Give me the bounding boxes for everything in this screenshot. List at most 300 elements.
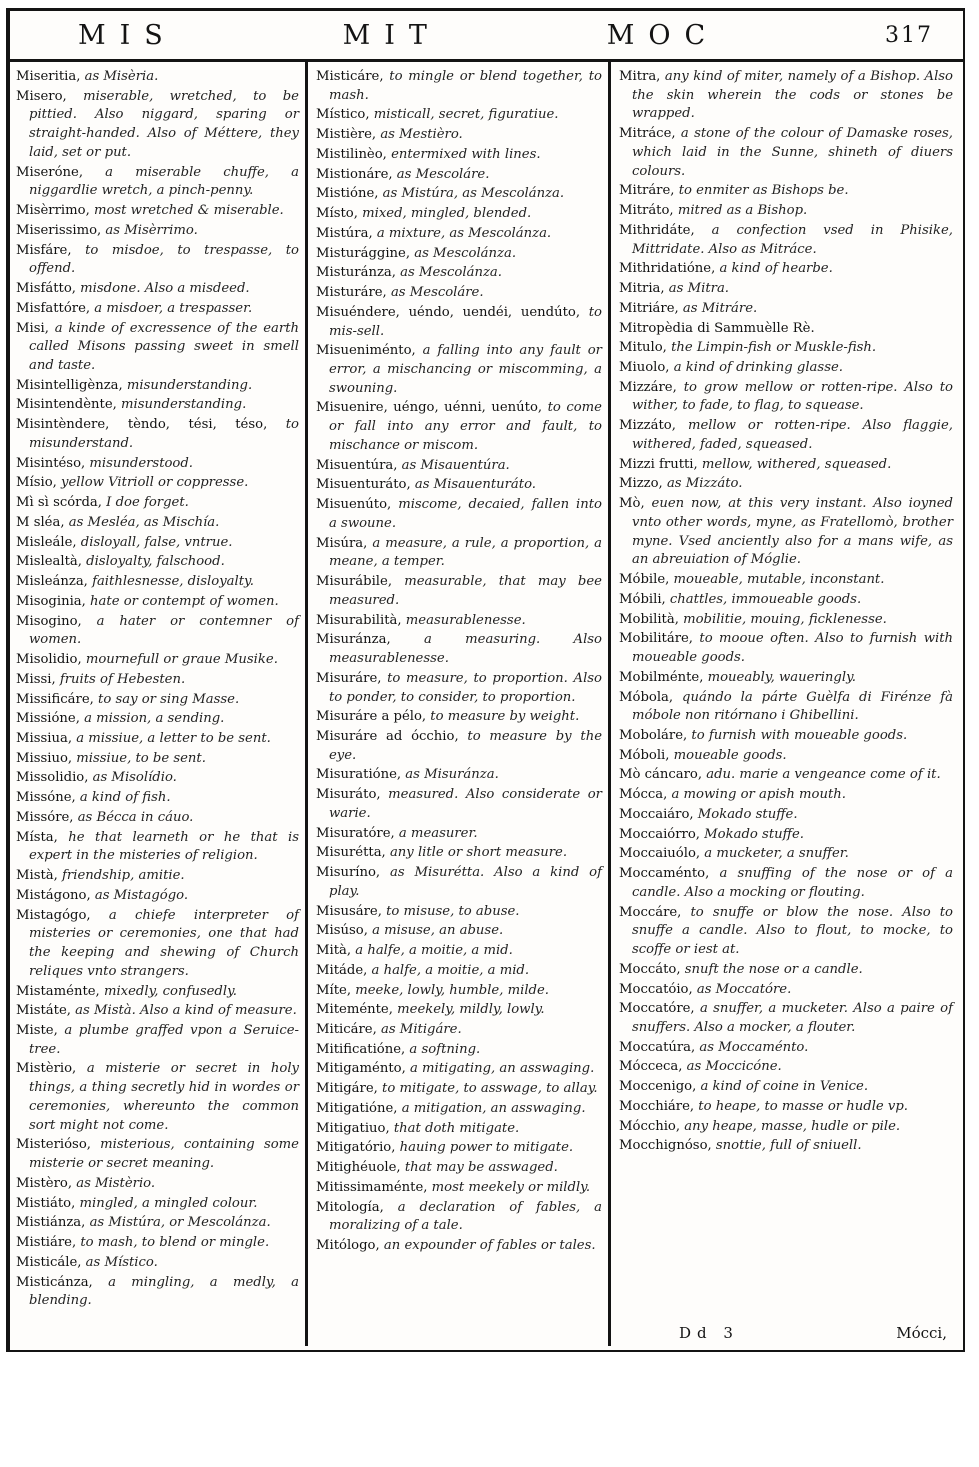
entry-headword: Mithridáte, xyxy=(619,222,695,238)
entry-headword: Misuratóre, xyxy=(316,825,395,841)
entry-headword: Misurábile, xyxy=(316,574,393,590)
dictionary-entry xyxy=(316,264,602,283)
entry-headword: Misintendènte, xyxy=(16,397,117,413)
entry-definition: faithlesnesse, disloyalty. xyxy=(87,574,254,590)
entry-headword: Moccatóre, xyxy=(619,1001,695,1017)
dictionary-entry xyxy=(316,670,602,707)
dictionary-entry xyxy=(316,922,602,941)
entry-definition: Mokado stuffe. xyxy=(699,826,804,842)
dictionary-entry xyxy=(619,826,953,845)
entry-definition: a kind of drinking glasse. xyxy=(669,360,843,376)
dictionary-entry xyxy=(16,671,299,690)
dictionary-entry xyxy=(316,1100,602,1119)
dictionary-entry xyxy=(16,455,299,474)
entry-headword: Mitráre, xyxy=(619,183,675,199)
entry-headword: Miserissimo, xyxy=(16,222,102,238)
entry-definition: misdone. Also a misdeed. xyxy=(75,281,250,297)
entry-definition: miserable, wretched, to be pittied. Also niggard, sparing or straight-handed. Also of Méttere, they laid, set or put. xyxy=(29,88,299,160)
entry-definition: moueably, waueringly. xyxy=(703,669,856,685)
entry-headword: Mistà, xyxy=(16,868,58,884)
entry-definition: to heape, to masse or hudle vp. xyxy=(694,1098,908,1114)
entry-definition: as Mestièro. xyxy=(376,127,463,143)
dictionary-entry xyxy=(619,202,953,221)
entry-headword: Misuráre, xyxy=(316,670,382,686)
entry-definition: Mokado stuffe. xyxy=(693,806,798,822)
entry-definition: as Místico. xyxy=(81,1254,158,1270)
entry-headword: Mistagógo, xyxy=(16,907,91,923)
entry-definition: a softning. xyxy=(405,1041,481,1057)
dictionary-entry xyxy=(16,1234,299,1253)
dictionary-entry xyxy=(316,1199,602,1236)
entry-definition: missiue, to be sent. xyxy=(72,750,206,766)
dictionary-entry xyxy=(16,553,299,572)
entry-headword: Misero, xyxy=(16,88,67,104)
dictionary-entry xyxy=(619,689,953,726)
dictionary-entry xyxy=(16,242,299,279)
dictionary-entry xyxy=(316,728,602,765)
entry-definition: to enmiter as Bishops be. xyxy=(674,183,849,199)
dictionary-entry xyxy=(16,809,299,828)
dictionary-entry xyxy=(16,377,299,396)
entry-headword: Misturággine, xyxy=(316,245,411,261)
dictionary-entry xyxy=(619,981,953,1000)
dictionary-entry xyxy=(619,222,953,259)
entry-headword: Miteménte, xyxy=(316,1002,393,1018)
entry-headword: Mità, xyxy=(316,943,352,959)
entry-definition: a kinde of excressence of the earth called Misons passing sweet in smell and taste. xyxy=(29,320,299,374)
entry-definition: as Mitra. xyxy=(664,281,730,297)
entry-definition: as Mitigáre. xyxy=(376,1021,462,1037)
dictionary-entry xyxy=(316,185,602,204)
entry-definition: as Mescoláre. xyxy=(386,285,484,301)
entry-definition: chattles, immoueable goods. xyxy=(665,591,862,607)
dictionary-entry xyxy=(316,612,602,631)
entry-definition: a snuffing of the nose or of a candle. Also a mocking or flouting. xyxy=(632,866,953,900)
entry-headword: Miste, xyxy=(16,1022,58,1038)
dictionary-entry xyxy=(16,280,299,299)
entry-definition: a mission, a sending. xyxy=(79,711,225,727)
entry-headword: Mistionáre, xyxy=(316,166,393,182)
entry-headword: Misi, xyxy=(16,320,49,336)
entry-definition: to measure by weight. xyxy=(426,709,580,725)
dictionary-entry xyxy=(316,573,602,610)
dictionary-entry xyxy=(16,789,299,808)
entry-headword: Mistèrio, xyxy=(16,1061,77,1077)
entry-definition: a stone of the colour of Damaske roses, which laid in the Sunne, shineth of diuers colours. xyxy=(632,126,953,179)
entry-definition: as Mistagógo. xyxy=(90,887,189,903)
dictionary-entry xyxy=(316,1060,602,1079)
entry-headword: Misleánza, xyxy=(16,574,88,590)
entry-definition: a falling into any fault or error, a mischancing or miscomming, a swouning. xyxy=(329,343,602,396)
entry-definition: a kind of hearbe. xyxy=(715,261,833,277)
entry-headword: Misuráre ad ócchio, xyxy=(316,728,459,744)
dictionary-entry xyxy=(16,769,299,788)
entry-definition: a kind of coine in Venice. xyxy=(696,1079,869,1095)
dictionary-entry xyxy=(619,1039,953,1058)
entry-definition: mitred as a Bishop. xyxy=(673,203,808,219)
entry-headword: Mócceca, xyxy=(619,1059,683,1075)
entry-headword: Místico, xyxy=(316,107,370,123)
header-section-moc: MOC xyxy=(606,19,720,51)
entry-headword: Misintelligènza, xyxy=(16,377,123,393)
entry-definition: to measure, to proportion. Also to ponder, to consider, to proportion. xyxy=(329,670,602,705)
entry-definition: a misterie or secret in holy things, a thing secretly hid in wordes or ceremonies, whereunto the common sort might not come. xyxy=(29,1061,299,1133)
column-1-entries xyxy=(16,68,299,1311)
dictionary-entry xyxy=(316,903,602,922)
entry-definition: as Misauentúra. xyxy=(397,457,510,473)
dictionary-entry xyxy=(16,593,299,612)
entry-definition: mournefull or graue Musike. xyxy=(81,652,278,668)
entry-headword: Mistióne, xyxy=(316,186,379,202)
entry-definition: a mucketer, a snuffer. xyxy=(700,846,849,862)
entry-definition: to mooue often. Also to furnish with moueable goods. xyxy=(632,631,953,666)
entry-definition: an expounder of fables or tales. xyxy=(379,1238,596,1254)
entry-headword: Mitriáre, xyxy=(619,300,679,316)
entry-headword: Mócchio, xyxy=(619,1118,681,1134)
entry-definition: the Limpin-fish or Muskle-fish. xyxy=(666,340,877,356)
entry-headword: Mistágono, xyxy=(16,887,91,903)
dictionary-entry xyxy=(619,571,953,590)
dictionary-entry xyxy=(16,68,299,87)
entry-headword: Mizzáto, xyxy=(619,418,676,434)
entry-definition: mellow, withered, squeased. xyxy=(697,456,892,472)
dictionary-entry xyxy=(316,245,602,264)
entry-definition: to grow mellow or rotten-ripe. Also to wither, to fade, to flag, to squease. xyxy=(632,379,953,414)
dictionary-entry xyxy=(16,613,299,650)
entry-definition: a miserable chuffe, a niggardlie wretch, a pinch-penny. xyxy=(29,164,299,199)
entry-definition: a confection vsed in Phisike, Mittridate. Also as Mitráce. xyxy=(632,222,953,257)
entry-definition: a halfe, a moitie, a mid. xyxy=(351,943,513,959)
dictionary-entry xyxy=(316,942,602,961)
entry-definition: disloyall, false, vntrue. xyxy=(76,534,233,550)
dictionary-entry xyxy=(316,1021,602,1040)
entry-definition: fruits of Hebesten. xyxy=(55,671,186,687)
entry-definition: that doth mitigate. xyxy=(389,1120,520,1136)
dictionary-entry xyxy=(316,1179,602,1198)
dictionary-entry xyxy=(316,304,602,341)
entry-definition: a hater or contemner of women. xyxy=(29,613,299,648)
dictionary-entry xyxy=(16,867,299,886)
dictionary-entry xyxy=(316,1159,602,1178)
dictionary-entry xyxy=(16,1195,299,1214)
entry-headword: Mithridatióne, xyxy=(619,261,716,277)
entry-definition: a missiue, a letter to be sent. xyxy=(72,730,271,746)
entry-headword: Missificáre, xyxy=(16,691,94,707)
entry-headword: Misueniménto, xyxy=(316,343,416,359)
entry-headword: Misuenire, uéngo, uénni, uenúto, xyxy=(316,400,543,416)
dictionary-entry xyxy=(16,651,299,670)
entry-headword: Missiua, xyxy=(16,730,73,746)
entry-definition: as Mistà. Also a kind of measure. xyxy=(70,1003,297,1019)
entry-headword: Misterióso, xyxy=(16,1137,91,1153)
dictionary-entry xyxy=(16,1214,299,1233)
entry-headword: Misturánza, xyxy=(316,265,396,281)
dictionary-entry xyxy=(316,1120,602,1139)
entry-definition: to come or fall into any error and fault, to mischance or miscom. xyxy=(329,400,602,453)
entry-headword: Mitráce, xyxy=(619,126,676,142)
entry-definition: to say or sing Masse. xyxy=(93,691,240,707)
dictionary-entry xyxy=(316,1139,602,1158)
entry-definition: snuft the nose or a candle. xyxy=(680,961,863,977)
dictionary-entry xyxy=(16,907,299,982)
dictionary-entry xyxy=(619,1137,953,1156)
entry-headword: Miuolo, xyxy=(619,360,670,376)
entry-headword: Misogino, xyxy=(16,613,82,629)
entry-headword: Missi, xyxy=(16,671,56,687)
dictionary-entry xyxy=(16,1060,299,1135)
dictionary-entry xyxy=(16,1175,299,1194)
entry-definition: a mitigating, an asswaging. xyxy=(405,1061,595,1077)
dictionary-entry xyxy=(16,396,299,415)
entry-definition: a mixture, as Mescolánza. xyxy=(372,225,552,241)
dictionary-entry xyxy=(16,474,299,493)
entry-definition: to mis-sell. xyxy=(329,304,602,339)
entry-headword: Misusáre, xyxy=(316,903,382,919)
entry-definition: as Mistèrio. xyxy=(72,1175,156,1191)
entry-definition: friendship, amitie. xyxy=(57,868,185,884)
dictionary-entry xyxy=(16,300,299,319)
page-number: 317 xyxy=(884,22,933,48)
entry-definition: misunderstood. xyxy=(85,455,194,471)
entry-definition: a chiefe interpreter of misteries or ceremonies, one that had the keeping and shewing of Church reliques vnto strangers. xyxy=(29,907,299,979)
entry-definition: to mash, to blend or mingle. xyxy=(76,1235,270,1251)
entry-headword: Mò, xyxy=(619,496,645,512)
entry-definition: as Moccaménto. xyxy=(695,1039,809,1055)
entry-headword: Misuráto, xyxy=(316,787,381,803)
dictionary-entry xyxy=(619,727,953,746)
dictionary-entry xyxy=(316,786,602,823)
dictionary-entry xyxy=(16,1002,299,1021)
entry-headword: Mitissimaménte, xyxy=(316,1179,428,1195)
entry-definition: to misdoe, to trespasse, to offend. xyxy=(29,242,299,277)
dictionary-entry xyxy=(619,630,953,667)
entry-headword: Móbile, xyxy=(619,572,670,588)
entry-headword: Mitigatório, xyxy=(316,1140,396,1156)
dictionary-page xyxy=(6,8,965,1352)
entry-definition: a kind of fish. xyxy=(75,790,171,806)
dictionary-entry xyxy=(619,1098,953,1117)
entry-definition: meekely, mildly, lowly. xyxy=(392,1002,545,1018)
dictionary-entry xyxy=(316,1001,602,1020)
dictionary-entry xyxy=(16,1136,299,1173)
entry-definition: as Bécca in cáuo. xyxy=(73,809,194,825)
entry-headword: Moboláre, xyxy=(619,727,688,743)
entry-headword: Misticále, xyxy=(16,1254,82,1270)
entry-headword: Misúra, xyxy=(316,535,368,551)
dictionary-entry xyxy=(619,260,953,279)
entry-headword: Moccaiáro, xyxy=(619,806,694,822)
entry-definition: to mingle or blend together, to mash. xyxy=(329,69,602,103)
dictionary-entry xyxy=(619,300,953,319)
dictionary-entry xyxy=(16,1254,299,1273)
dictionary-entry xyxy=(619,766,953,785)
entry-definition: moueable goods. xyxy=(669,747,787,763)
dictionary-entry xyxy=(316,284,602,303)
entry-definition: misticall, secret, figuratiue. xyxy=(369,107,559,123)
dictionary-entry xyxy=(316,982,602,1001)
entry-headword: Móbola, xyxy=(619,689,674,705)
dictionary-entry xyxy=(16,514,299,533)
dictionary-entry xyxy=(316,126,602,145)
dictionary-entry xyxy=(316,962,602,981)
entry-definition: yellow Vitrioll or coppresse. xyxy=(56,475,249,491)
entry-headword: Missióne, xyxy=(16,711,80,727)
entry-headword: Mobilità, xyxy=(619,611,679,627)
entry-definition: mixedly, confusedly. xyxy=(99,983,237,999)
entry-headword: Mitigatiuo, xyxy=(316,1120,390,1136)
dictionary-entry xyxy=(16,164,299,201)
entry-definition: as Misolídio. xyxy=(88,770,177,786)
entry-headword: Missóre, xyxy=(16,809,74,825)
dictionary-entry xyxy=(619,320,953,339)
entry-headword: Mizzo, xyxy=(619,476,663,492)
entry-headword: Mistúra, xyxy=(316,225,373,241)
dictionary-entry xyxy=(619,1118,953,1137)
entry-headword: Mocchiáre, xyxy=(619,1098,695,1114)
dictionary-entry xyxy=(316,631,602,668)
entry-headword: Mitificatióne, xyxy=(316,1041,406,1057)
footer-line xyxy=(619,1322,953,1346)
entry-headword: Mitria, xyxy=(619,281,665,297)
entry-headword: Mitulo, xyxy=(619,340,667,356)
dictionary-entry xyxy=(16,494,299,513)
dictionary-entry xyxy=(316,457,602,476)
dictionary-entry xyxy=(16,829,299,866)
entry-headword: Mistèro, xyxy=(16,1175,73,1191)
entry-headword: Mizzáre, xyxy=(619,379,677,395)
dictionary-entry xyxy=(619,669,953,688)
dictionary-entry xyxy=(16,691,299,710)
header-section-mis: MIS xyxy=(78,19,177,51)
dictionary-entry xyxy=(619,182,953,201)
dictionary-entry xyxy=(16,983,299,1002)
dictionary-entry xyxy=(619,68,953,124)
entry-definition: mingled, a mingled colour. xyxy=(75,1195,258,1211)
dictionary-entry xyxy=(316,205,602,224)
column-3 xyxy=(611,62,959,1346)
entry-definition: as Misauenturáto. xyxy=(410,477,536,493)
dictionary-entry xyxy=(619,456,953,475)
dictionary-entry xyxy=(619,125,953,181)
entry-definition: misterious, containing some misterie or secret meaning. xyxy=(29,1137,299,1172)
dictionary-entry xyxy=(316,225,602,244)
entry-definition: to misuse, to abuse. xyxy=(381,903,520,919)
entry-headword: Mócca, xyxy=(619,787,668,803)
entry-headword: Móboli, xyxy=(619,747,670,763)
entry-headword: Mistiáto, xyxy=(16,1195,76,1211)
entry-headword: Moccaiuólo, xyxy=(619,846,701,862)
dictionary-entry xyxy=(316,1237,602,1256)
dictionary-entry xyxy=(16,887,299,906)
dictionary-entry xyxy=(619,747,953,766)
dictionary-entry xyxy=(619,379,953,416)
entry-headword: Moccaiórro, xyxy=(619,826,700,842)
entry-headword: Mistáte, xyxy=(16,1003,71,1019)
entry-headword: Misèrrimo, xyxy=(16,203,90,219)
entry-definition: a mowing or apish mouth. xyxy=(667,787,846,803)
header-section-mit: MIT xyxy=(342,19,441,51)
entry-headword: Misolidio, xyxy=(16,652,82,668)
entry-definition: to mitigate, to asswage, to allay. xyxy=(377,1081,598,1097)
entry-headword: Móbili, xyxy=(619,591,666,607)
entry-definition: as Mistúra, as Mescolánza. xyxy=(378,186,565,202)
entry-headword: Mitáde, xyxy=(316,962,368,978)
entry-headword: Misuránza, xyxy=(316,632,391,648)
entry-headword: Mitigatióne, xyxy=(316,1100,398,1116)
dictionary-entry xyxy=(16,750,299,769)
entry-definition: he that learneth or he that is expert in the misteries of religion. xyxy=(29,829,299,864)
entry-headword: Misúso, xyxy=(316,923,368,939)
entry-definition: disloyalty, falschood. xyxy=(81,554,225,570)
entry-headword: Misintèndere, tèndo, tési, téso, xyxy=(16,417,268,433)
entry-definition: any litle or short measure. xyxy=(385,845,568,861)
dictionary-entry xyxy=(316,68,602,105)
entry-headword: Missóne, xyxy=(16,790,76,806)
entry-headword: Mitighéuole, xyxy=(316,1160,401,1176)
entry-headword: Misuentúra, xyxy=(316,457,398,473)
dictionary-entry xyxy=(316,1041,602,1060)
entry-headword: Mitólogo, xyxy=(316,1238,380,1254)
entry-headword: Moccáto, xyxy=(619,961,681,977)
entry-definition: most meekely or mildly. xyxy=(427,1179,591,1195)
dictionary-entry xyxy=(316,146,602,165)
dictionary-entry xyxy=(619,1078,953,1097)
dictionary-entry xyxy=(619,1000,953,1037)
entry-headword: Mitropèdia di Sammuèlle Rè. xyxy=(619,320,815,336)
entry-headword: Mò cáncaro, xyxy=(619,767,703,783)
dictionary-entry xyxy=(619,359,953,378)
entry-headword: Mistiáre, xyxy=(16,1235,77,1251)
dictionary-entry xyxy=(316,166,602,185)
entry-headword: Mistiánza, xyxy=(16,1215,86,1231)
entry-definition: as Misurétta. Also a kind of play. xyxy=(329,865,602,899)
dictionary-entry xyxy=(619,865,953,902)
entry-definition: a measuring. Also measurablenesse. xyxy=(329,632,602,667)
entry-definition: miscome, decaied, fallen into a swoune. xyxy=(329,497,602,531)
dictionary-entry xyxy=(619,1058,953,1077)
dictionary-entry xyxy=(316,476,602,495)
entry-headword: Mistière, xyxy=(316,127,377,143)
entry-headword: Misfátto, xyxy=(16,281,76,297)
entry-definition: to furnish with moueable goods. xyxy=(687,727,908,743)
entry-definition: as Mesléa, as Mischía. xyxy=(64,514,220,530)
column-2 xyxy=(308,62,608,1346)
entry-definition: a mingling, a medly, a blending. xyxy=(29,1274,299,1309)
entry-headword: Misuráre a pélo, xyxy=(316,709,427,725)
entry-headword: Mistilinèo, xyxy=(316,146,387,162)
entry-headword: Moccaménto, xyxy=(619,866,710,882)
entry-definition: a measure, a rule, a proportion, a meane, a temper. xyxy=(329,535,602,570)
entry-headword: Misuenúto, xyxy=(316,497,392,513)
dictionary-entry xyxy=(316,766,602,785)
entry-headword: Misintéso, xyxy=(16,455,86,471)
dictionary-entry xyxy=(16,1022,299,1059)
entry-headword: Misfáre, xyxy=(16,242,72,258)
entry-definition: as Mitráre. xyxy=(678,300,758,316)
column-1 xyxy=(8,62,305,1346)
entry-definition: mobilitie, mouing, ficklenesse. xyxy=(678,611,887,627)
entry-definition: moueable, mutable, inconstant. xyxy=(669,572,885,588)
entry-definition: as Misuránza. xyxy=(401,767,499,783)
entry-definition: any kind of miter, namely of a Bishop. Also the skin wherein the cods or stones be wrapped. xyxy=(632,69,953,122)
entry-headword: Misfattóre, xyxy=(16,300,91,316)
entry-definition: snottie, full of sniuell. xyxy=(711,1138,862,1154)
entry-headword: Misuratióne, xyxy=(316,767,402,783)
dictionary-entry xyxy=(619,786,953,805)
column-2-entries xyxy=(316,68,602,1256)
dictionary-entry xyxy=(16,730,299,749)
entry-definition: a mitigation, an asswaging. xyxy=(397,1100,586,1116)
